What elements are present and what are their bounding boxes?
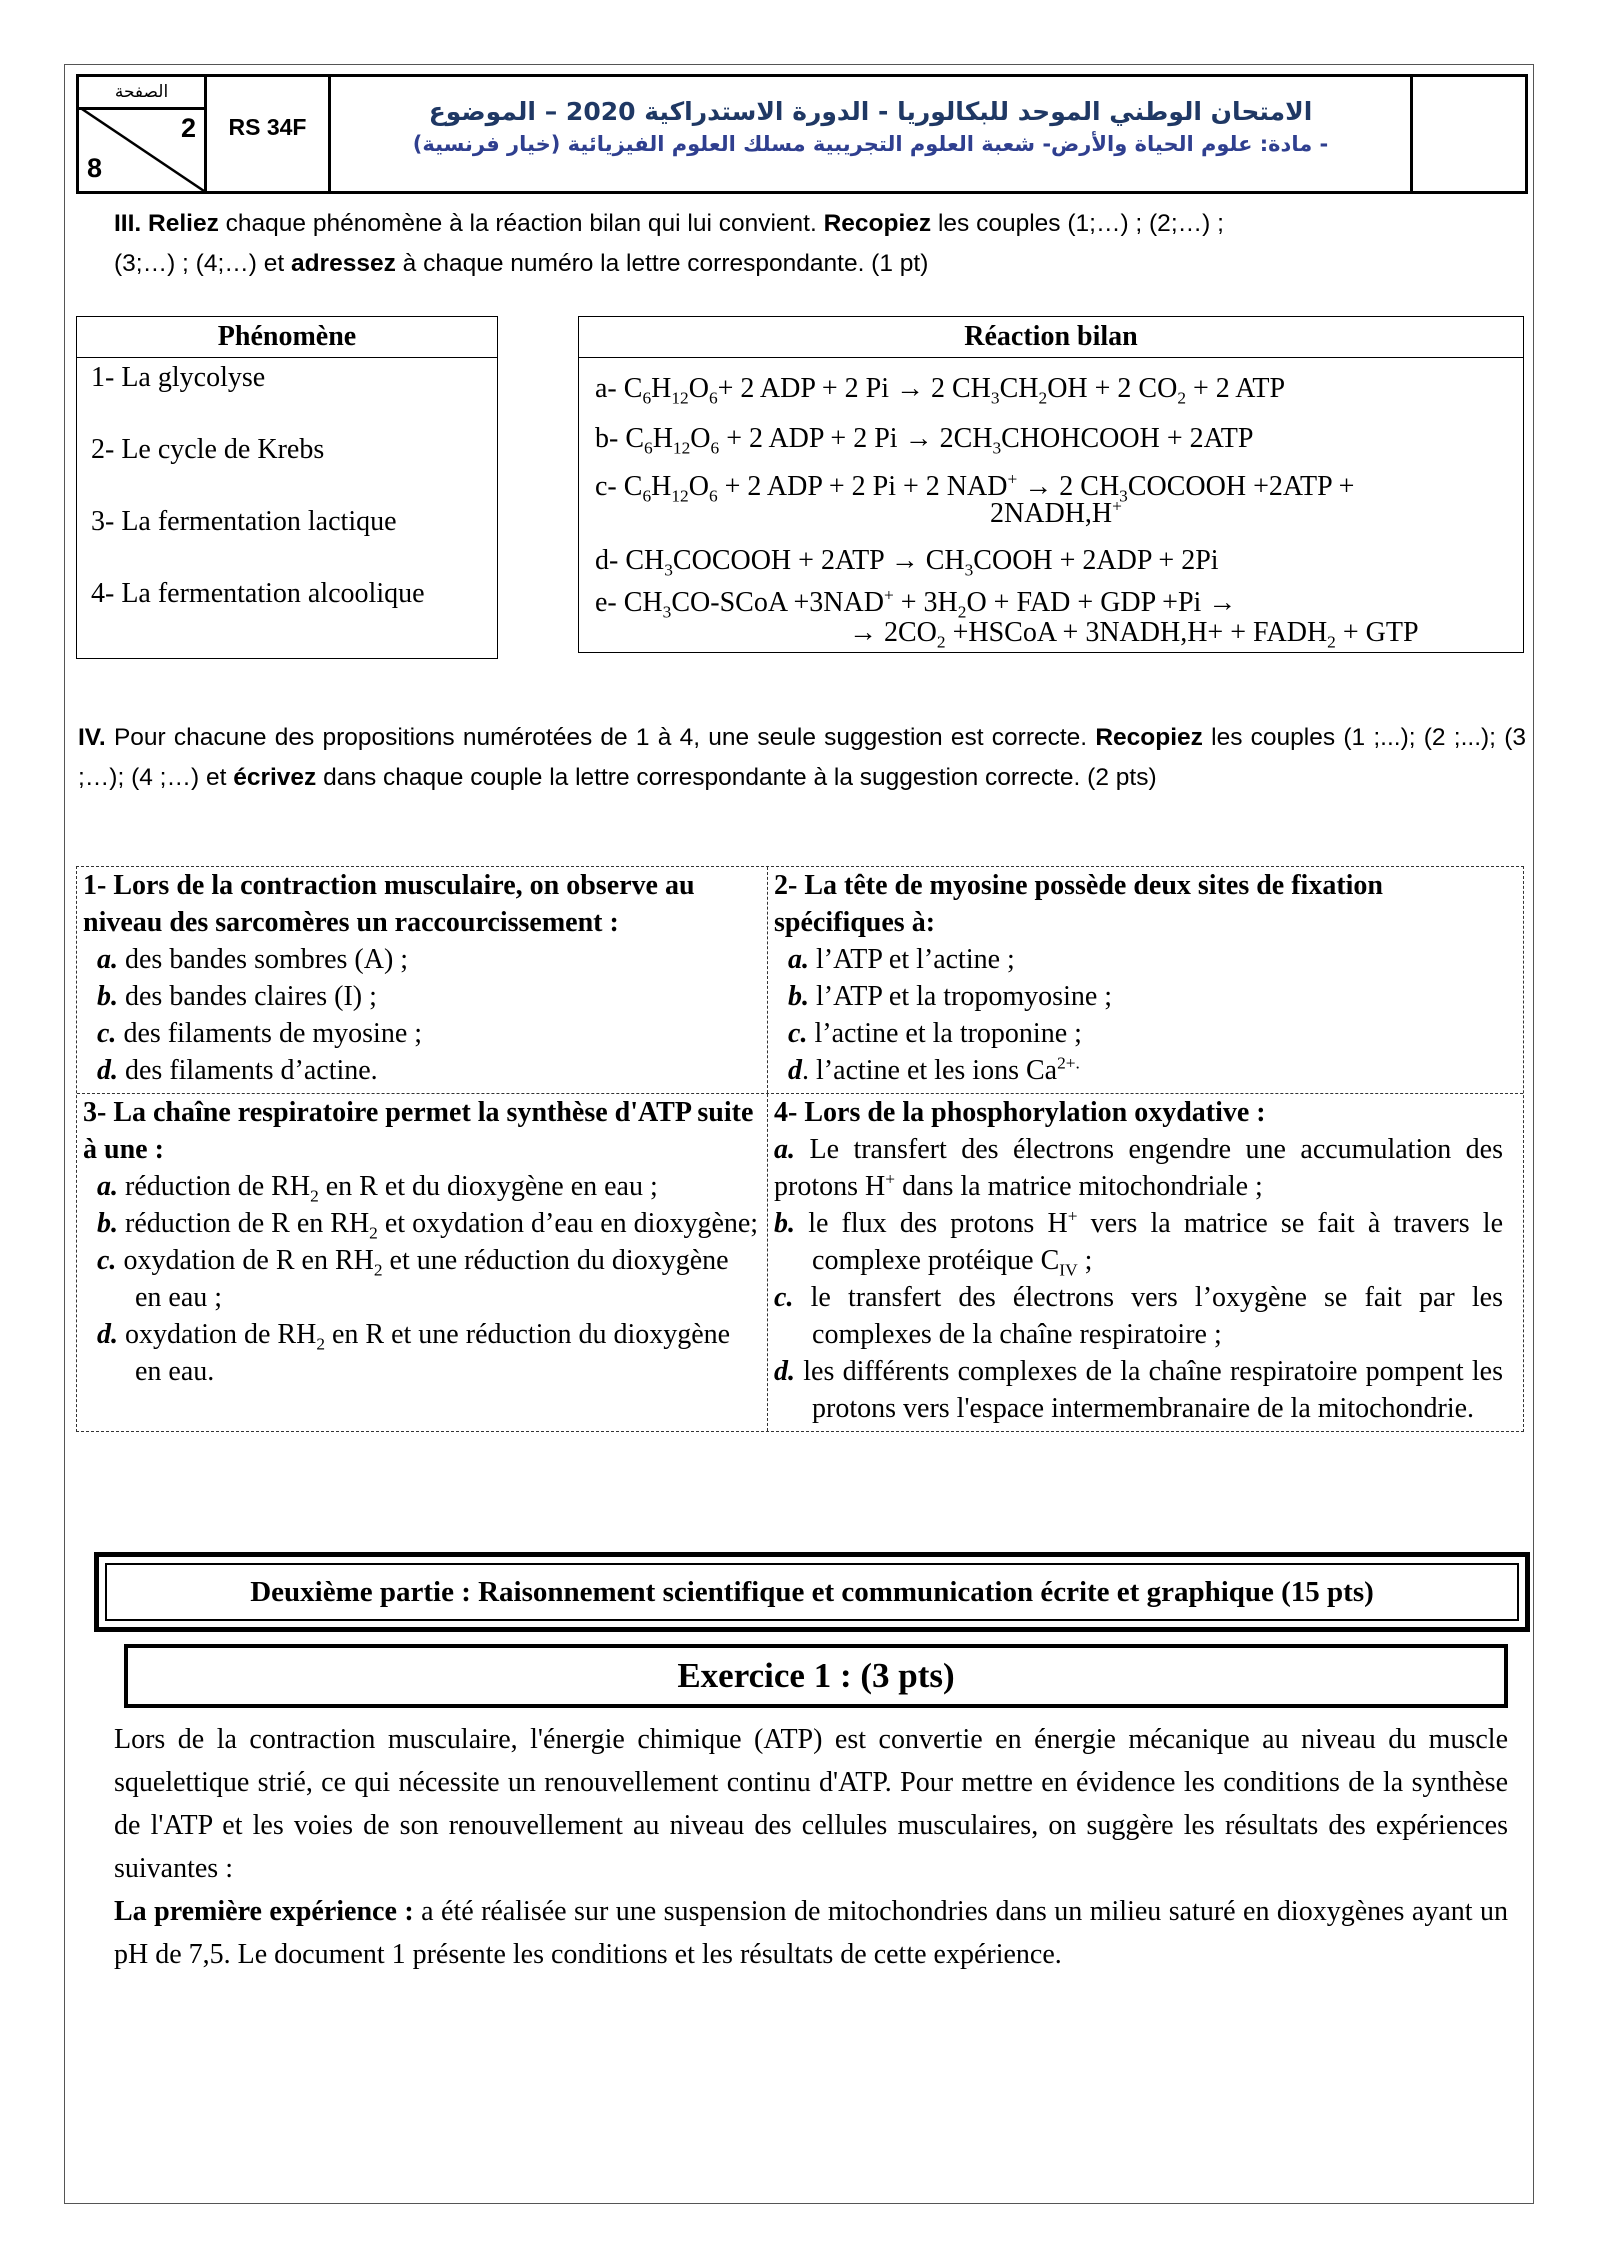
question-3-instructions — [114, 204, 1526, 284]
header-blank-cell — [1413, 77, 1525, 191]
mcq-1-option-d: d. des filaments d’actine. — [97, 1055, 378, 1086]
exam-header — [76, 74, 1528, 194]
exam-title-line1: الامتحان الوطني الموحد للبكالوريا - الدورة الاستدراكية 2020 – الموضوع — [428, 97, 1313, 126]
phenomene-table — [76, 316, 498, 659]
exercise-1-title: Exercice 1 : (3 pts) — [124, 1644, 1508, 1708]
mcq-question-1 — [77, 867, 768, 1093]
mcq-row — [77, 867, 1523, 1093]
page-label: الصفحة — [79, 77, 204, 110]
mcq-2-option-a: a. l’ATP et l’actine ; — [788, 944, 1015, 975]
reaction-a: a- $C_6H_{12}O_6+ 2$ ADP + 2 Pi → 2 $CH_3CH_2OH + 2$ $CO_2 + 2$ ATP — [595, 373, 1286, 408]
exam-code: RS 34F — [207, 77, 331, 191]
mcq-2-option-c: c. l’actine et la troponine ; — [788, 1018, 1082, 1049]
phenomene-item: 2- Le cycle de Krebs — [91, 434, 325, 465]
mcq-3-option-b: b. réduction de R en $RH_2$ et oxydation d’eau en dioxygène; — [97, 1208, 759, 1243]
phenomene-item: 3- La fermentation lactique — [91, 506, 397, 537]
mcq-grid — [76, 866, 1524, 1432]
mcq-4-option-b: b. le flux des protons H+ vers la matrice se fait à travers le complexe protéique $C_{IV}$ ; — [774, 1206, 1504, 1280]
exam-title-line2: - مادة: علوم الحياة والأرض- شعبة العلوم التجريبية مسلك العلوم الفيزيائية (خيار فرنسية) — [412, 132, 1329, 156]
exam-title — [331, 77, 1413, 191]
mcq-1-option-c: c. des filaments de myosine ; — [97, 1018, 423, 1049]
page-number-box — [79, 77, 207, 191]
mcq-1-title: 1- Lors de la contraction musculaire, on observe au niveau des sarcomères un raccourcissement : — [83, 870, 695, 938]
reaction-table — [578, 316, 1524, 653]
question-4-instructions: IV. Pour chacune des propositions numérotées de 1 à 4, une seule suggestion est correcte. Recopiez les couples (1 ;...); (2 ;...); (3 ;…); (4 ;…) et écrivez dans chaque couple la lettre correspondante à la suggestion correcte. (2 pts) — [78, 724, 1526, 791]
reaction-b: b- $C_6H_{12}O_6 + 2$ ADP + 2 $Pi \to 2CH_3CHOHCOOH + 2ATP$ — [595, 423, 1254, 458]
mcq-3-title: 3- La chaîne respiratoire permet la synthèse d'ATP suite à une : — [83, 1097, 754, 1165]
mcq-2-title: 2- La tête de myosine possède deux sites de fixation spécifiques à: — [774, 870, 1384, 938]
q3-line2: (3;…) ; (4;…) et adressez à chaque numéro la lettre correspondante. (1 pt) — [114, 250, 929, 277]
mcq-question-4 — [768, 1094, 1523, 1431]
reaction-d: d- $CH_3COCOOH + 2ATP$ → $CH_3COOH + 2ADP + 2Pi$ — [595, 545, 1219, 580]
reaction-c: c- $C_6H_{12}O_6 + 2$ ADP + 2 Pi + 2 NAD+ → 2 $CH_3COCOOH +2ATP$ + 2NADH,H+ — [595, 469, 1355, 529]
mcq-1-option-b: b. des bandes claires (I) ; — [97, 981, 377, 1012]
exercise-1-experiment-1: La première expérience : a été réalisée sur une suspension de mitochondries dans un milieu saturé en dioxygènes ayant un pH de 7,5. Le document 1 présente les conditions et les résultats de cette expérience. — [114, 1896, 1508, 1970]
part-two-banner — [94, 1552, 1530, 1632]
reaction-e: e- $CH_3CO$-SCoA $+3NAD^+ + 3H_2O$ + FAD + GDP +Pi → → $2CO_2$ +HSCoA + 3NADH,H+ + $FADH_2$ + GTP — [595, 585, 1419, 652]
mcq-2-option-d: d. l’actine et les ions $Ca^{2+.}$ — [788, 1053, 1080, 1086]
mcq-3-option-c: c. oxydation de R en $RH_2$ et une réduction du dioxygène en eau ; — [97, 1245, 729, 1313]
mcq-4-option-a: a. Le transfert des électrons engendre une accumulation des protons H+ dans la matrice mitochondriale ; — [774, 1134, 1503, 1202]
mcq-3-option-a: a. réduction de $RH_2$ en R et du dioxygène en eau ; — [97, 1171, 658, 1206]
mcq-4-title: 4- Lors de la phosphorylation oxydative : — [774, 1097, 1266, 1128]
exercise-1-intro: Lors de la contraction musculaire, l'énergie chimique (ATP) est convertie en énergie mécanique au niveau du muscle squelettique strié, ce qui nécessite un renouvellement continu d'ATP. Pour mettre en évidence les conditions de la synthèse de l'ATP et les voies de son renouvellement au niveau des cellules musculaires, on suggère les résultats des expériences suivantes : — [114, 1724, 1508, 1884]
q3-line1: III. Reliez chaque phénomène à la réaction bilan qui lui convient. Recopiez les couples (1;…) ; (2;…) ; — [114, 210, 1224, 237]
phenomene-item: 1- La glycolyse — [91, 362, 266, 393]
mcq-2-option-b: b. l’ATP et la tropomyosine ; — [788, 981, 1113, 1012]
part-two-title: Deuxième partie : Raisonnement scientifique et communication écrite et graphique (15 pts) — [105, 1563, 1519, 1621]
mcq-question-3 — [77, 1094, 768, 1431]
phenomene-item: 4- La fermentation alcoolique — [91, 578, 425, 609]
page-total: 8 — [87, 153, 103, 183]
reaction-header: Réaction bilan — [579, 317, 1524, 358]
mcq-question-2 — [768, 867, 1523, 1093]
mcq-1-option-a: a. des bandes sombres (A) ; — [97, 944, 409, 975]
page-current: 2 — [180, 113, 196, 143]
mcq-4-option-d: d. les différents complexes de la chaîne respiratoire pompent les protons vers l'espace intermembranaire de la mitochondrie. — [774, 1356, 1503, 1424]
mcq-4-option-c: c. le transfert des électrons vers l’oxygène se fait par les complexes de la chaîne respiratoire ; — [774, 1282, 1503, 1350]
mcq-row — [77, 1093, 1523, 1431]
phenomene-header: Phénomène — [77, 317, 498, 358]
mcq-3-option-d: d. oxydation de $RH_2$ en R et une réduction du dioxygène en eau. — [97, 1319, 731, 1387]
